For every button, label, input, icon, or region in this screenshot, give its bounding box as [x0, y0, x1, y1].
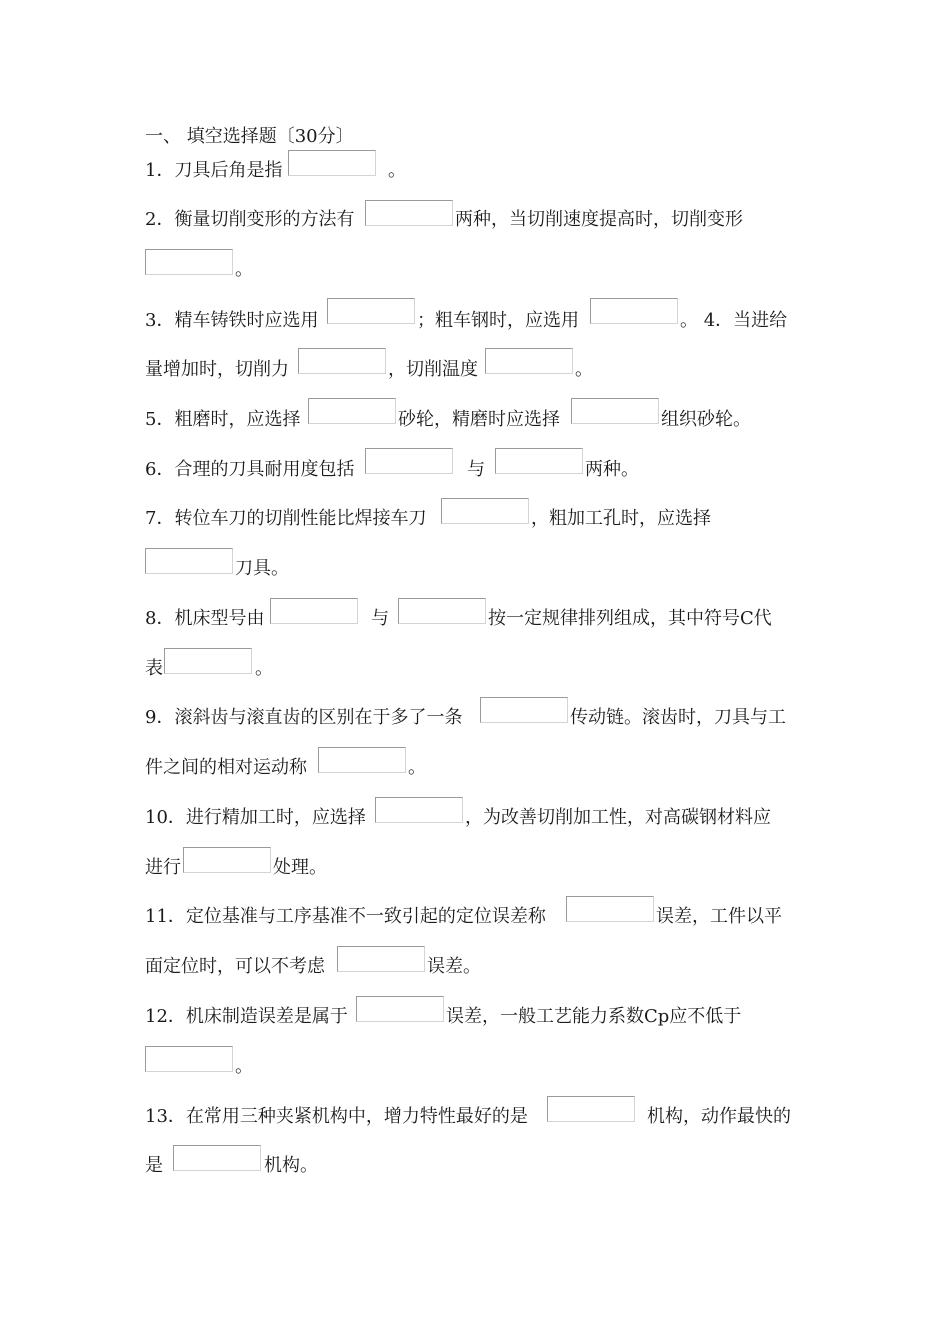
q10-text: 10．进行精加工时，应选择 — [145, 807, 366, 828]
q6-text: 6．合理的刀具耐用度包括 — [145, 459, 355, 480]
q1-end: 。 — [388, 160, 406, 181]
q11-end: 误差。 — [427, 956, 481, 977]
q5-end: 组织砂轮。 — [661, 409, 751, 430]
answer-box-q13-2[interactable] — [173, 1145, 261, 1171]
answer-box-q4-2[interactable] — [485, 348, 573, 374]
q10-text-3: 进行 — [145, 857, 181, 878]
answer-box-q4-1[interactable] — [298, 348, 386, 374]
q6-text-2: 与 — [467, 459, 485, 480]
answer-box-q12-2[interactable] — [145, 1046, 233, 1072]
answer-box-q10-1[interactable] — [375, 797, 463, 823]
q6-end: 两种。 — [585, 459, 639, 480]
q4-text-2: ，切削温度 — [388, 359, 478, 380]
q11-text: 11．定位基准与工序基准不一致引起的定位误差称 — [145, 906, 546, 927]
answer-box-q7-2[interactable] — [145, 548, 233, 574]
q5-text: 5．粗磨时，应选择 — [145, 409, 301, 430]
q9-text: 9．滚斜齿与滚直齿的区别在于多了一条 — [145, 707, 463, 728]
q8-text-3: 按一定规律排列组成，其中符号C代 — [488, 608, 772, 629]
q13-text: 13．在常用三种夹紧机构中，增力特性最好的是 — [145, 1106, 528, 1127]
q13-end: 机构。 — [264, 1155, 318, 1176]
q12-end: 。 — [235, 1056, 253, 1077]
answer-box-q3-2[interactable] — [590, 298, 678, 324]
answer-box-q11-2[interactable] — [337, 946, 425, 972]
q9-end: 。 — [408, 757, 426, 778]
section-title-text: 一、 填空选择题〔30分〕 — [145, 126, 354, 147]
q13-text-3: 是 — [145, 1155, 163, 1176]
q2-end: 。 — [235, 259, 253, 280]
answer-box-q6-1[interactable] — [365, 448, 453, 474]
q4-end: 。 — [575, 359, 593, 380]
q3-text: 3．精车铸铁时应选用 — [145, 310, 319, 331]
answer-box-q1[interactable] — [288, 150, 376, 176]
q3-end: 。 4．当进给 — [680, 310, 788, 331]
q12-text: 12．机床制造误差是属于 — [145, 1006, 348, 1027]
answer-box-q2-2[interactable] — [145, 249, 233, 275]
q2-text-2: 两种，当切削速度提高时，切削变形 — [455, 209, 743, 230]
answer-box-q5-1[interactable] — [308, 398, 396, 424]
q10-text-2: ，为改善切削加工性，对高碳钢材料应 — [465, 807, 771, 828]
q7-end: 刀具。 — [235, 558, 289, 579]
q11-text-3: 面定位时，可以不考虑 — [145, 956, 325, 977]
answer-box-q12-1[interactable] — [356, 996, 444, 1022]
q8-end: 。 — [255, 658, 273, 679]
answer-box-q8-2[interactable] — [398, 598, 486, 624]
q3-text-2: ；粗车钢时，应选用 — [417, 310, 579, 331]
q12-text-2: 误差，一般工艺能力系数Cp应不低于 — [446, 1006, 742, 1027]
answer-box-q8-1[interactable] — [270, 598, 358, 624]
q9-text-3: 件之间的相对运动称 — [145, 757, 307, 778]
q10-end: 处理。 — [273, 857, 327, 878]
answer-box-q2-1[interactable] — [365, 200, 453, 226]
answer-box-q10-2[interactable] — [183, 847, 271, 873]
q8-text-4: 表 — [145, 658, 163, 679]
answer-box-q13-1[interactable] — [547, 1096, 635, 1122]
q11-text-2: 误差，工件以平 — [656, 906, 782, 927]
q1-text: 1．刀具后角是指 — [145, 160, 283, 181]
answer-box-q9-2[interactable] — [318, 747, 406, 773]
answer-box-q3-1[interactable] — [327, 298, 415, 324]
answer-box-q7-1[interactable] — [441, 498, 529, 524]
q4-text: 量增加时，切削力 — [145, 359, 289, 380]
q8-text: 8．机床型号由 — [145, 608, 265, 629]
q9-text-2: 传动链。滚齿时，刀具与工 — [570, 707, 786, 728]
q7-text-2: ，粗加工孔时，应选择 — [531, 508, 711, 529]
q2-text: 2．衡量切削变形的方法有 — [145, 209, 355, 230]
answer-box-q6-2[interactable] — [495, 448, 583, 474]
q7-text: 7．转位车刀的切削性能比焊接车刀 — [145, 508, 427, 529]
q13-text-2: 机构，动作最快的 — [647, 1106, 791, 1127]
answer-box-q5-2[interactable] — [571, 398, 659, 424]
answer-box-q8-3[interactable] — [164, 648, 252, 674]
q8-text-2: 与 — [371, 608, 389, 629]
q5-text-2: 砂轮，精磨时应选择 — [398, 409, 560, 430]
answer-box-q11-1[interactable] — [566, 896, 654, 922]
answer-box-q9-1[interactable] — [480, 697, 568, 723]
